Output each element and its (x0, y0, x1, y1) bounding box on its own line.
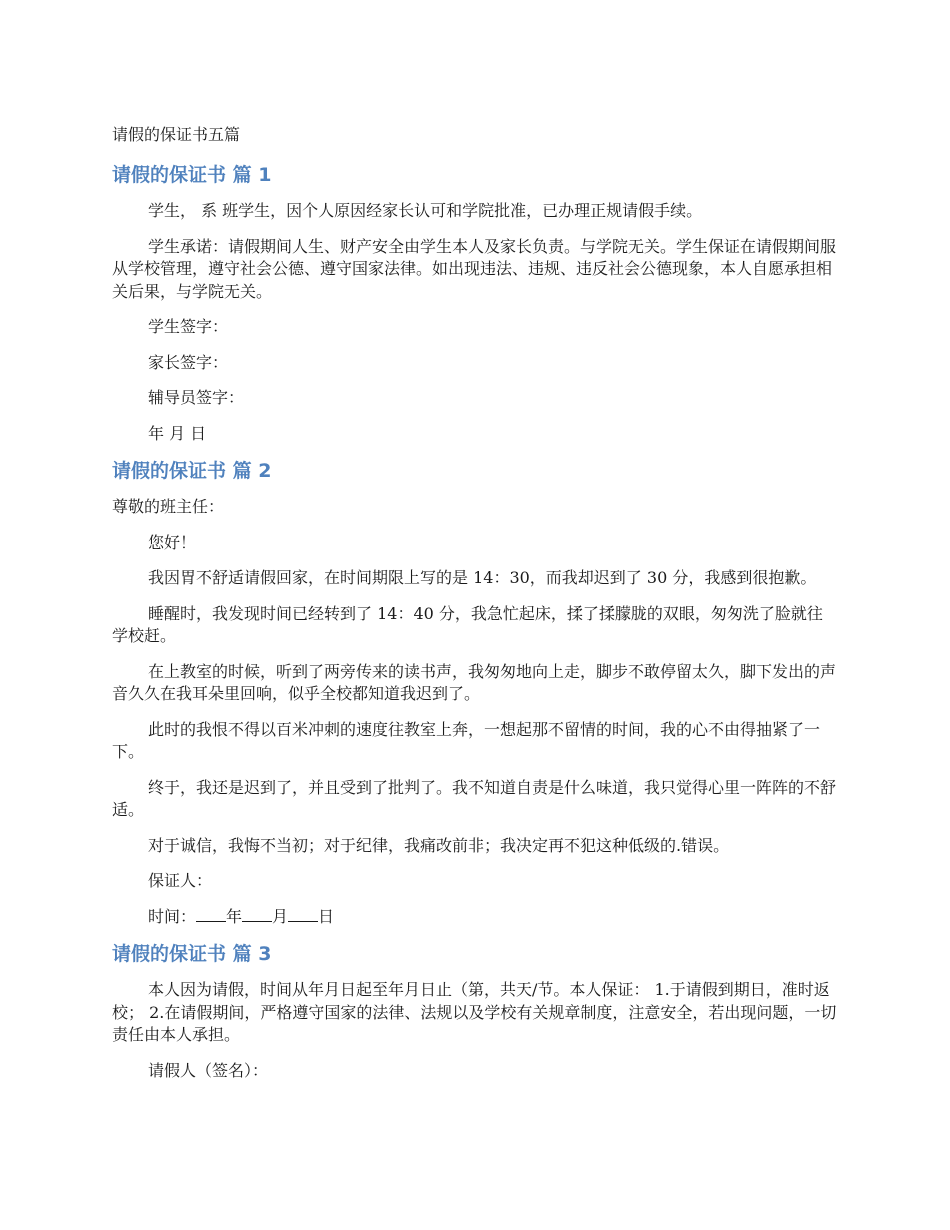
date-line: 年 月 日 (148, 423, 207, 443)
applicant-signature-line: 请假人（签名）： (148, 1060, 269, 1080)
day-label: 日 (318, 906, 335, 926)
parent-signature-line: 家长签字： (148, 352, 229, 372)
paragraph: 在上教室的时候，听到了两旁传来的读书声，我匆匆地向上走，脚步不敢停留太久，脚下发出的声音久久在我耳朵里回响，似乎全校都知道我迟到了。 (112, 661, 837, 703)
guarantor-signature-line: 保证人： (148, 871, 213, 890)
month-label: 月 (272, 906, 289, 926)
student-signature-line: 学生签字： (148, 317, 229, 336)
paragraph: 您好！ (148, 532, 197, 552)
year-label: 年 (226, 906, 243, 926)
section-3 (112, 941, 838, 1082)
section-2 (112, 458, 838, 928)
paragraph: 睡醒时，我发现时间已经转到了 14：40 分，我急忙起床，揉了揉朦胧的双眼，匆匆洗了脸就往学校赶。 (112, 603, 823, 645)
year-blank (196, 907, 226, 922)
time-line (112, 906, 838, 929)
paragraph: 学生承诺：请假期间人生、财产安全由学生本人及家长负责。与学院无关。学生保证在请假期间服从学校管理，遵守社会公德、遵守国家法律。如出现违法、违规、违反社会公德现象，本人自愿承担相关后果，与学院无关。 (112, 236, 837, 301)
section-heading-2: 请假的保证书 篇 2 (112, 460, 272, 482)
month-blank (242, 907, 272, 922)
time-prefix: 时间： (148, 906, 197, 926)
day-blank (288, 907, 318, 922)
section-heading-1: 请假的保证书 篇 1 (112, 164, 272, 186)
paragraph: 此时的我恨不得以百米冲刺的速度往教室上奔，一想起那不留情的时间，我的心不由得抽紧了一下。 (112, 719, 821, 761)
paragraph: 本人因为请假，时间从年月日起至年月日止（第，共天/节。本人保证： 1.于请假到期日，准时返校； 2.在请假期间，严格遵守国家的法律、法规以及学校有关规章制度，注意安全，若出现问题，一切责任由本人承担。 (112, 980, 837, 1044)
document-title: 请假的保证书五篇 (112, 125, 241, 144)
paragraph: 学生， 系 班学生，因个人原因经家长认可和学院批准，已办理正规请假手续。 (148, 201, 703, 220)
salutation: 尊敬的班主任： (112, 497, 225, 516)
paragraph: 终于，我还是迟到了，并且受到了批判了。我不知道自责是什么味道，我只觉得心里一阵阵的不舒适。 (112, 777, 837, 819)
counselor-signature-line: 辅导员签字： (148, 388, 245, 407)
paragraph: 我因胃不舒适请假回家，在时间期限上写的是 14：30，而我却迟到了 30 分，我感到很抱歉。 (148, 568, 817, 587)
section-heading-3: 请假的保证书 篇 3 (112, 943, 272, 965)
paragraph: 对于诚信，我悔不当初；对于纪律，我痛改前非；我决定再不犯这种低级的.错误。 (148, 835, 730, 855)
section-1 (112, 162, 838, 445)
